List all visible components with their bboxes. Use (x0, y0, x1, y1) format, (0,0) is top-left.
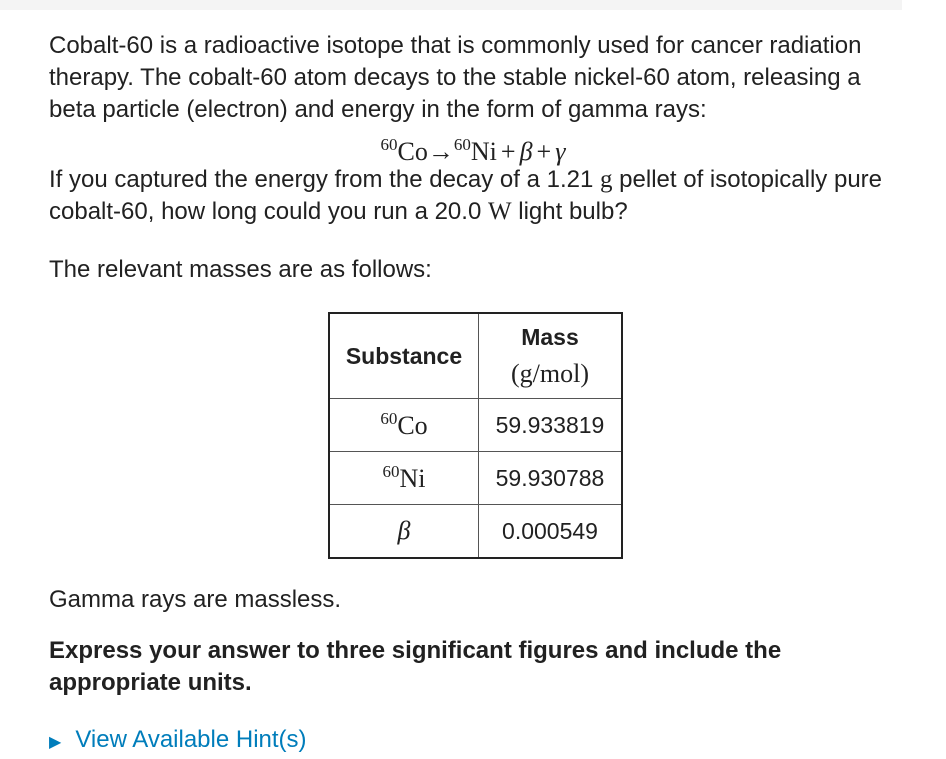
reaction-arrow: → (427, 137, 454, 166)
intro-text: Cobalt-60 is a radioactive isotope that is commonly used for cancer radiation therapy. The cobalt-60 atom decays to the stable nickel-60 atom, releasing a beta particle (electron) and energy in the form of gamma rays: (49, 32, 862, 123)
gamma-note: Gamma rays are massless. (49, 586, 342, 613)
reactant-symbol: Co (397, 137, 428, 166)
top-strip (0, 0, 902, 10)
table-row (329, 452, 622, 505)
question-part2: pellet of isotopically pure cobalt-60, how long could you run a 20.0 (49, 166, 882, 225)
decay-equation (0, 128, 946, 169)
mass-cell: 59.933819 (479, 399, 623, 452)
header-mass-unit: (g/mol) (511, 358, 589, 388)
masses-intro: The relevant masses are as follows: (49, 256, 432, 283)
table-header-row (329, 313, 622, 399)
substance-cell (329, 505, 479, 559)
table-row (329, 399, 622, 452)
header-mass (479, 313, 623, 399)
plus-sign: + (536, 137, 552, 166)
beta-symbol: β (519, 137, 533, 166)
product-mass-number: 60 (453, 135, 471, 154)
beta-symbol: β (397, 516, 411, 545)
product-symbol: Ni (470, 137, 497, 166)
substance-cell (329, 452, 479, 505)
unit-watts: W (487, 198, 512, 225)
element-symbol: Co (397, 411, 428, 440)
mass-cell: 59.930788 (479, 452, 623, 505)
question-part1: If you captured the energy from the decay of a 1.21 (49, 166, 601, 193)
question-part3: light bulb? (511, 198, 628, 225)
masses-table (328, 312, 623, 559)
header-substance: Substance (329, 313, 479, 399)
element-symbol: Ni (399, 464, 426, 493)
mass-cell: 0.000549 (479, 505, 623, 559)
reactant-mass-number: 60 (380, 135, 398, 154)
mass-number: 60 (380, 409, 398, 428)
hints-link-label: View Available Hint(s) (75, 726, 307, 753)
question-text (49, 164, 929, 228)
plus-sign: + (500, 137, 516, 166)
substance-cell (329, 399, 479, 452)
view-hints-link[interactable] (49, 724, 307, 753)
mass-number: 60 (382, 462, 400, 481)
table-row (329, 505, 622, 559)
gamma-symbol: γ (555, 137, 566, 166)
expand-triangle-icon: ▶ (49, 734, 62, 751)
instruction-text: Express your answer to three significant figures and include the appropriate units. (49, 637, 782, 696)
header-mass-label: Mass (521, 323, 579, 350)
unit-grams: g (600, 166, 613, 193)
